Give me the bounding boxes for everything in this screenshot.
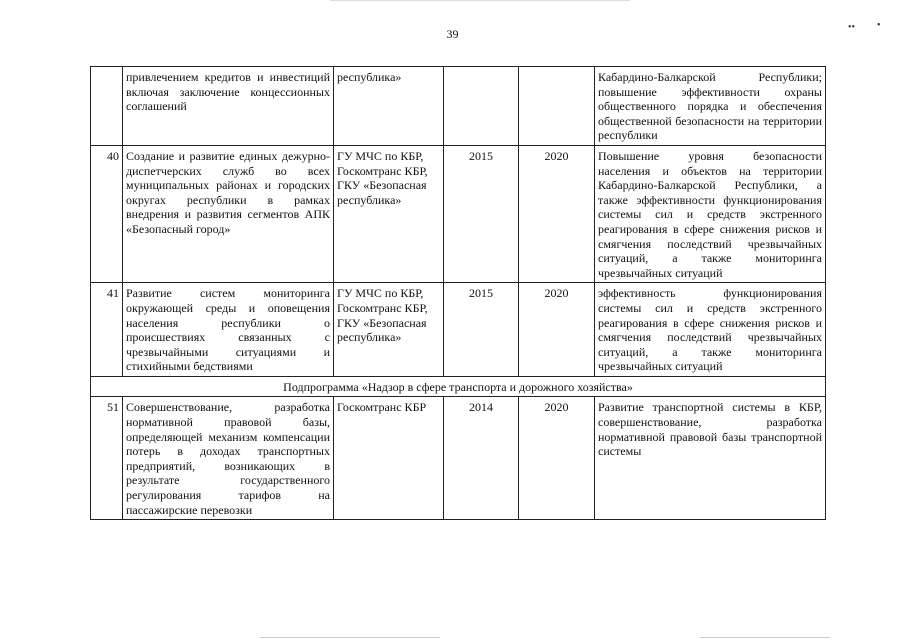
subprogram-title: Подпрограмма «Надзор в сфере транспорта и дорожного хозяйства» [91, 376, 826, 397]
end-year [519, 67, 595, 146]
measure-name: Развитие систем мониторинга окружающей среды и оповещения населения республики о происшествиях связанных с чрезвычайными ситуациями и стихийными бедствиями [123, 283, 334, 377]
expected-result: Кабардино-Балкарской Республики; повышение эффективности охраны общественного порядка и обеспечения общественной безопасности на территории республики [595, 67, 826, 146]
scan-edge-line [700, 637, 830, 638]
table-row [91, 67, 826, 146]
executor: республика» [334, 67, 444, 146]
start-year: 2015 [444, 283, 519, 377]
measure-name: привлечением кредитов и инвестиций включая заключение концессионных соглашений [123, 67, 334, 146]
start-year: 2015 [444, 145, 519, 282]
executor: ГУ МЧС по КБР, Госкомтранс КБР, ГКУ «Безопасная республика» [334, 283, 444, 377]
row-number [91, 67, 123, 146]
row-number: 51 [91, 397, 123, 520]
start-year [444, 67, 519, 146]
end-year: 2020 [519, 283, 595, 377]
end-year: 2020 [519, 145, 595, 282]
end-year: 2020 [519, 397, 595, 520]
measure-name: Совершенствование, разработка нормативной правовой базы, определяющей механизм компенсации потерь в доходах транспортных предприятий, возникающих в результате государственного регулирования тарифов на пассажирские перевозки [123, 397, 334, 520]
scan-edge-line [260, 637, 440, 638]
measure-name: Создание и развитие единых дежурно-диспетчерских служб во всех муниципальных районах и городских округах республики в рамках внедрения и развития сегментов АПК «Безопасный город» [123, 145, 334, 282]
start-year: 2014 [444, 397, 519, 520]
table-row [91, 283, 826, 377]
table-row [91, 397, 826, 520]
subprogram-row [91, 376, 826, 397]
expected-result: Повышение уровня безопасности населения и объектов на территории Кабардино-Балкарской Республики, а также эффективности функционирования системы сил и средств экстренного реагирования в сфере снижения рисков и смягчения последствий чрезвычайных ситуаций, а также мониторинга чрезвычайных ситуаций [595, 145, 826, 282]
row-number: 40 [91, 145, 123, 282]
scan-mark: • [877, 20, 881, 31]
expected-result: эффективность функционирования системы сил и средств экстренного реагирования в сфере снижения рисков и смягчения последствий чрезвычайных ситуаций, а также мониторинга чрезвычайных ситуаций [595, 283, 826, 377]
executor: ГУ МЧС по КБР, Госкомтранс КБР, ГКУ «Безопасная республика» [334, 145, 444, 282]
program-table [90, 66, 826, 520]
scan-edge-line [330, 0, 630, 1]
table-row [91, 145, 826, 282]
scan-mark: •• [848, 22, 856, 33]
expected-result: Развитие транспортной системы в КБР, совершенствование, разработка нормативной правовой базы транспортной системы [595, 397, 826, 520]
executor: Госкомтранс КБР [334, 397, 444, 520]
page-number: 39 [446, 27, 459, 41]
row-number: 41 [91, 283, 123, 377]
